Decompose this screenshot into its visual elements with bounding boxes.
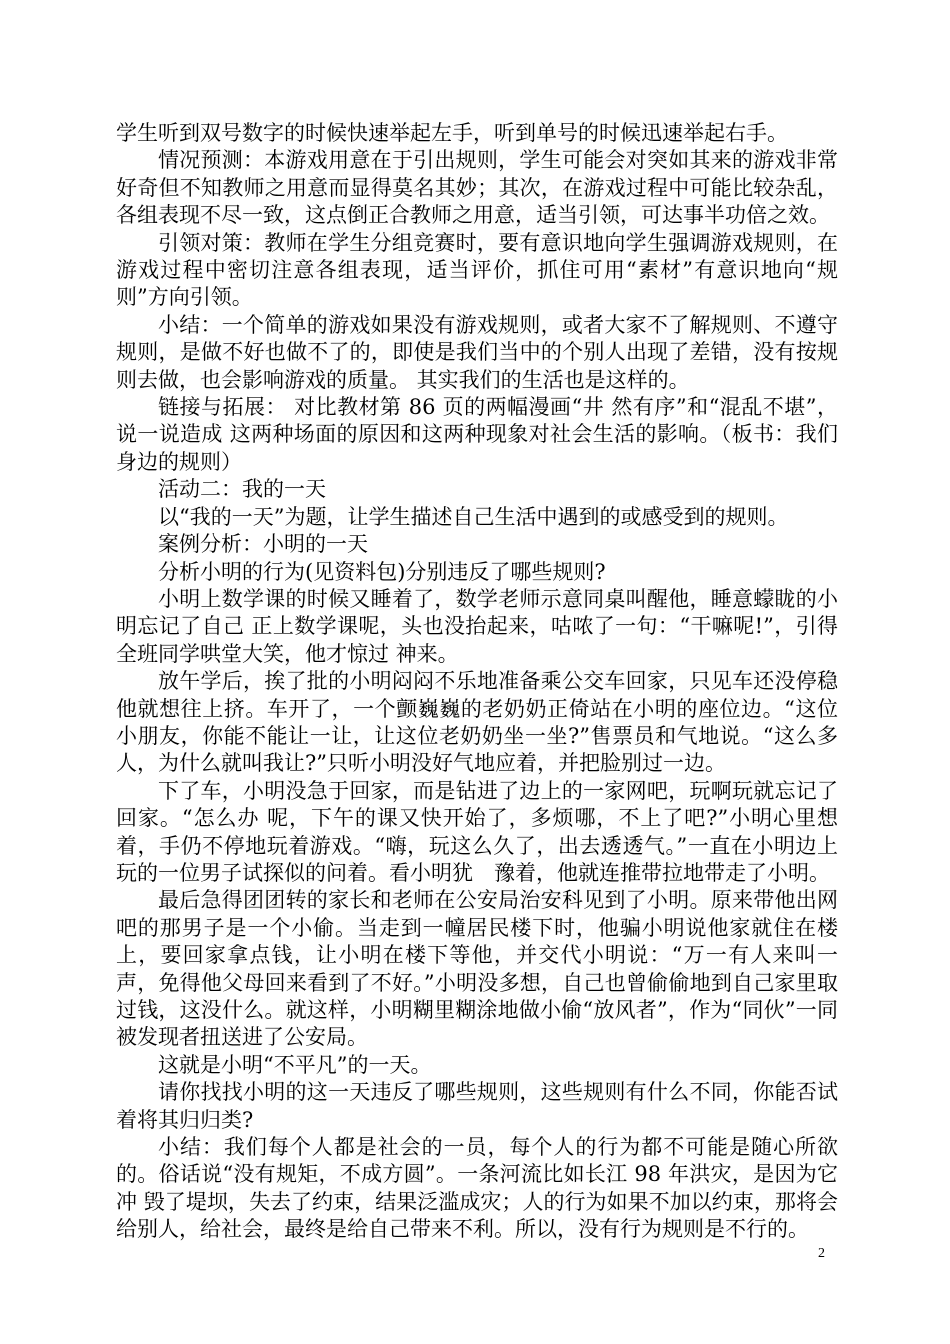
page-number: 2 <box>818 1246 825 1261</box>
paragraph-link-extension: 链接与拓展： 对比教材第 86 页的两幅漫画“井 然有序”和“混乱不堪”，说一说造成 这两种场面的原因和这两种现象对社会生活的影响。（板书：我们身边的规则） <box>116 395 838 474</box>
paragraph-story-bus: 放午学后，挨了批的小明闷闷不乐地准备乘公交车回家，只见车还没停稳他就想往上挤。车开了，一个颤巍巍的老奶奶正倚站在小明的座位边。“这位小朋友，你能不能让一让，让这位老奶奶坐一坐?”售票员和气地说。“这么多人，为什么就叫我让?”只听小明没好气地应着，并把脸别过一边。 <box>116 669 838 776</box>
paragraph-case-analysis-heading: 案例分析：小明的一天 <box>158 532 368 557</box>
paragraph-story-police: 最后急得团团转的家长和老师在公安局治安科见到了小明。原来带他出网吧的那男子是一个小偷。当走到一幢居民楼下时，他骗小明说他家就住在楼上，要回家拿点钱，让小明在楼下等他，并交代小明说：“万一有人来叫一声，免得他父母回来看到了不好。”小明没多想，自己也曾偷偷地到自己家里取过钱，这没什么。就这样，小明糊里糊涂地做小偷“放风者”，作为“同伙”一同被发现者扭送进了公安局。 <box>116 888 838 1050</box>
paragraph-guidance-strategy: 引领对策：教师在学生分组竞赛时，要有意识地向学生强调游戏规则，在游戏过程中密切注意各组表现，适当评价，抓住可用“素材”有意识地向“规则”方向引领。 <box>116 230 838 310</box>
paragraph-case-question: 分析小明的行为(见资料包)分别违反了哪些规则? <box>158 559 606 584</box>
paragraph-continuation: 学生听到双号数字的时候快速举起左手，听到单号的时候迅速举起右手。 <box>116 121 788 145</box>
paragraph-situation-prediction: 情况预测：本游戏用意在于引出规则，学生可能会对突如其来的游戏非常好奇但不知教师之用意而显得莫名其妙；其次，在游戏过程中可能比较杂乱，各组表现不尽一致，这点倒正合教师之用意，适当引领，可达事半功倍之效。 <box>116 148 838 228</box>
paragraph-activity-two-task: 以“我的一天”为题，让学生描述自己生活中遇到的或感受到的规则。 <box>158 504 789 529</box>
document-body <box>116 120 838 1244</box>
paragraph-activity-two-heading: 活动二：我的一天 <box>158 477 326 502</box>
paragraph-final-summary: 小结：我们每个人都是社会的一员，每个人的行为都不可能是随心所欲的。俗话说“没有规矩，不成方圆”。一条河流比如长江 98 年洪灾，是因为它冲 毁了堤坝，失去了约束，结果泛滥成灾；人的行为如果不加以约束，那将会给别人，给社会，最终是给自己带来不利。所以，没有行为规则是不行的。 <box>116 1135 838 1242</box>
paragraph-summary-game: 小结：一个简单的游戏如果没有游戏规则，或者大家不了解规则、不遵守规则，是做不好也做不了的，即使是我们当中的个别人出现了差错，没有按规则去做，也会影响游戏的质量。 其实我们的生活也是这样的。 <box>116 312 838 392</box>
paragraph-question-classify: 请你找找小明的这一天违反了哪些规则，这些规则有什么不同，你能否试着将其归归类? <box>116 1080 838 1132</box>
paragraph-story-math-class: 小明上数学课的时候又睡着了，数学老师示意同桌叫醒他，睡意蠓眬的小明忘记了自己 正上数学课呢，头也没抬起来，咕哝了一句：“干嘛呢!”，引得全班同学哄堂大笑，他才惊过 神来。 <box>116 586 838 666</box>
paragraph-story-conclusion: 这就是小明“不平凡”的一天。 <box>158 1052 432 1077</box>
paragraph-story-internet-cafe: 下了车，小明没急于回家，而是钻进了边上的一家网吧，玩啊玩就忘记了回家。“怎么办 呢，下午的课又快开始了，多烦哪，不上了吧?”小明心里想着，手仍不停地玩着游戏。“嗨，玩这么久了，出去透透气。”一直在小明边上玩的一位男子试探似的问着。看小明犹 豫着，他就连推带拉地带走了小明。 <box>116 778 838 885</box>
